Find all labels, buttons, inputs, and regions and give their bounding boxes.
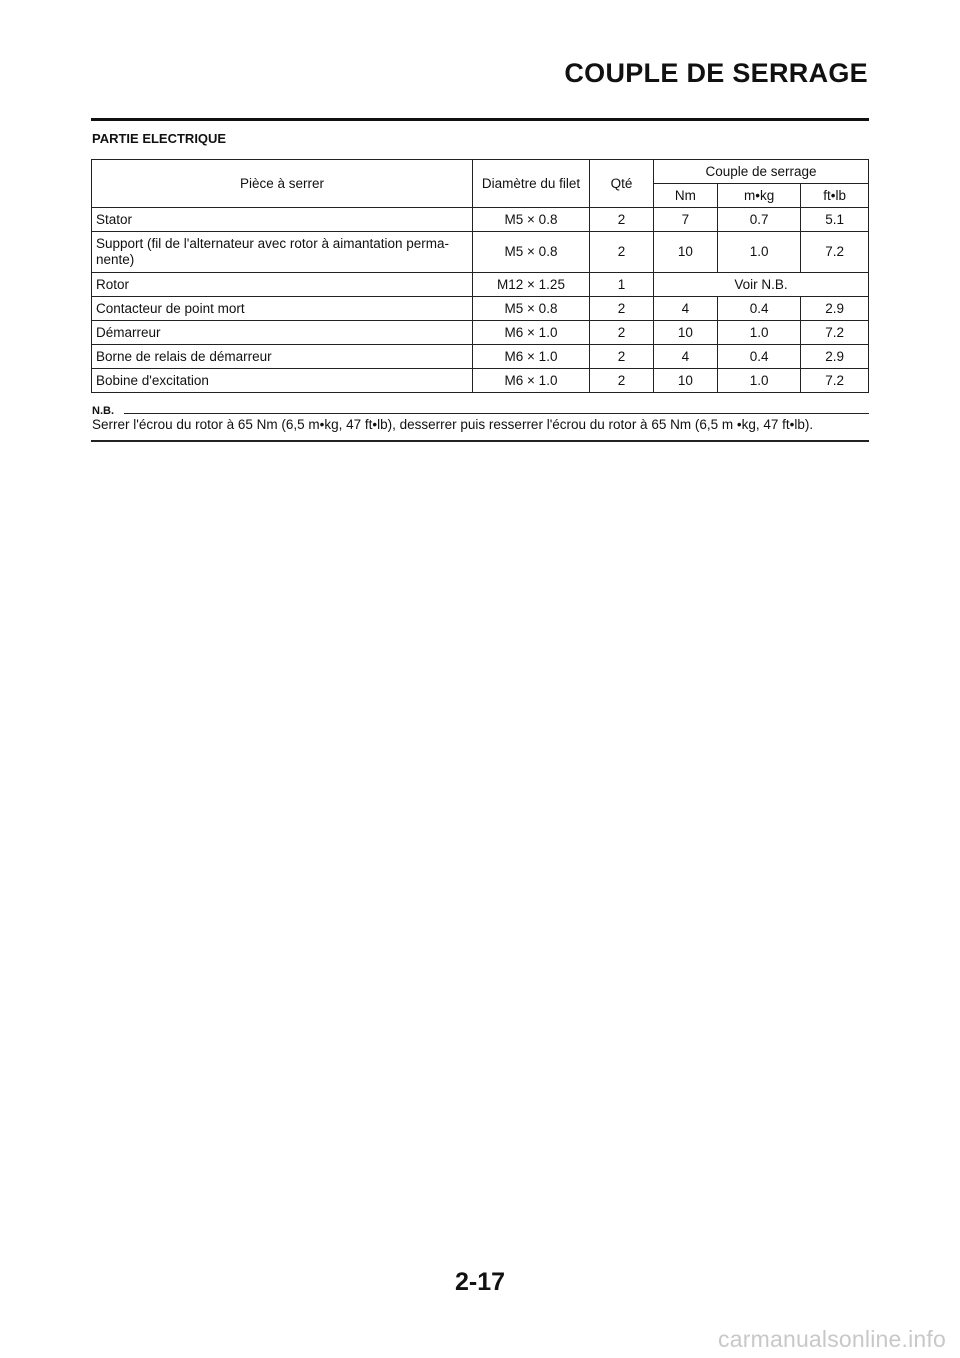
cell-qty: 2 xyxy=(590,297,654,321)
cell-qty: 2 xyxy=(590,345,654,369)
cell-torque-note: Voir N.B. xyxy=(654,273,869,297)
cell-diameter: M5 × 0.8 xyxy=(473,297,590,321)
cell-mkg: 1.0 xyxy=(717,369,801,393)
cell-nm: 4 xyxy=(654,297,718,321)
table-row xyxy=(92,208,869,232)
header-ftlb: ft•lb xyxy=(801,184,869,208)
cell-part: Stator xyxy=(92,208,473,232)
cell-part: Rotor xyxy=(92,273,473,297)
cell-diameter: M5 × 0.8 xyxy=(473,208,590,232)
cell-part: Borne de relais de démarreur xyxy=(92,345,473,369)
watermark: carmanualsonline.info xyxy=(718,1326,946,1352)
header-diameter: Diamètre du filet xyxy=(473,160,590,208)
header-mkg: m•kg xyxy=(717,184,801,208)
cell-qty: 1 xyxy=(590,273,654,297)
cell-nm: 7 xyxy=(654,208,718,232)
cell-part-line-2: nente) xyxy=(96,252,135,267)
cell-mkg: 0.7 xyxy=(717,208,801,232)
table-header-row xyxy=(92,160,869,184)
cell-part: Démarreur xyxy=(92,321,473,345)
title-divider xyxy=(91,118,869,121)
cell-ftlb: 7.2 xyxy=(801,232,869,273)
header-qty: Qté xyxy=(590,160,654,208)
table-row xyxy=(92,345,869,369)
cell-ftlb: 7.2 xyxy=(801,321,869,345)
cell-ftlb: 2.9 xyxy=(801,345,869,369)
cell-qty: 2 xyxy=(590,208,654,232)
cell-mkg: 1.0 xyxy=(717,232,801,273)
section-heading: PARTIE ELECTRIQUE xyxy=(92,131,227,146)
note-bottom-rule xyxy=(91,440,869,442)
cell-mkg: 1.0 xyxy=(717,321,801,345)
page-number: 2-17 xyxy=(454,1268,506,1296)
cell-qty: 2 xyxy=(590,232,654,273)
cell-diameter: M12 × 1.25 xyxy=(473,273,590,297)
cell-diameter: M6 × 1.0 xyxy=(473,321,590,345)
cell-mkg: 0.4 xyxy=(717,345,801,369)
cell-diameter: M6 × 1.0 xyxy=(473,345,590,369)
cell-nm: 4 xyxy=(654,345,718,369)
cell-ftlb: 2.9 xyxy=(801,297,869,321)
cell-diameter: M6 × 1.0 xyxy=(473,369,590,393)
table-row xyxy=(92,369,869,393)
torque-table xyxy=(91,159,869,393)
cell-mkg: 0.4 xyxy=(717,297,801,321)
cell-qty: 2 xyxy=(590,321,654,345)
cell-part: Bobine d'excitation xyxy=(92,369,473,393)
note-label: N.B. xyxy=(92,405,114,417)
cell-part xyxy=(92,232,473,273)
cell-qty: 2 xyxy=(590,369,654,393)
table-row xyxy=(92,273,869,297)
table-row xyxy=(92,321,869,345)
cell-part: Contacteur de point mort xyxy=(92,297,473,321)
cell-part-line-1: Support (fil de l'alternateur avec rotor à aimantation perma- xyxy=(96,236,450,251)
cell-ftlb: 5.1 xyxy=(801,208,869,232)
table-row xyxy=(92,232,869,273)
header-nm: Nm xyxy=(654,184,718,208)
cell-nm: 10 xyxy=(654,321,718,345)
cell-nm: 10 xyxy=(654,369,718,393)
cell-diameter: M5 × 0.8 xyxy=(473,232,590,273)
header-torque-group: Couple de serrage xyxy=(654,160,869,184)
header-part: Pièce à serrer xyxy=(92,160,473,208)
page-title: COUPLE DE SERRAGE xyxy=(564,58,868,88)
table-row xyxy=(92,297,869,321)
note-text: Serrer l'écrou du rotor à 65 Nm (6,5 m•kg, 47 ft•lb), desserrer puis resserrer l'écrou du rotor à 65 Nm (6,5 m •kg, 47 ft•lb). xyxy=(92,417,814,432)
cell-ftlb: 7.2 xyxy=(801,369,869,393)
cell-nm: 10 xyxy=(654,232,718,273)
note-top-rule xyxy=(124,413,869,414)
